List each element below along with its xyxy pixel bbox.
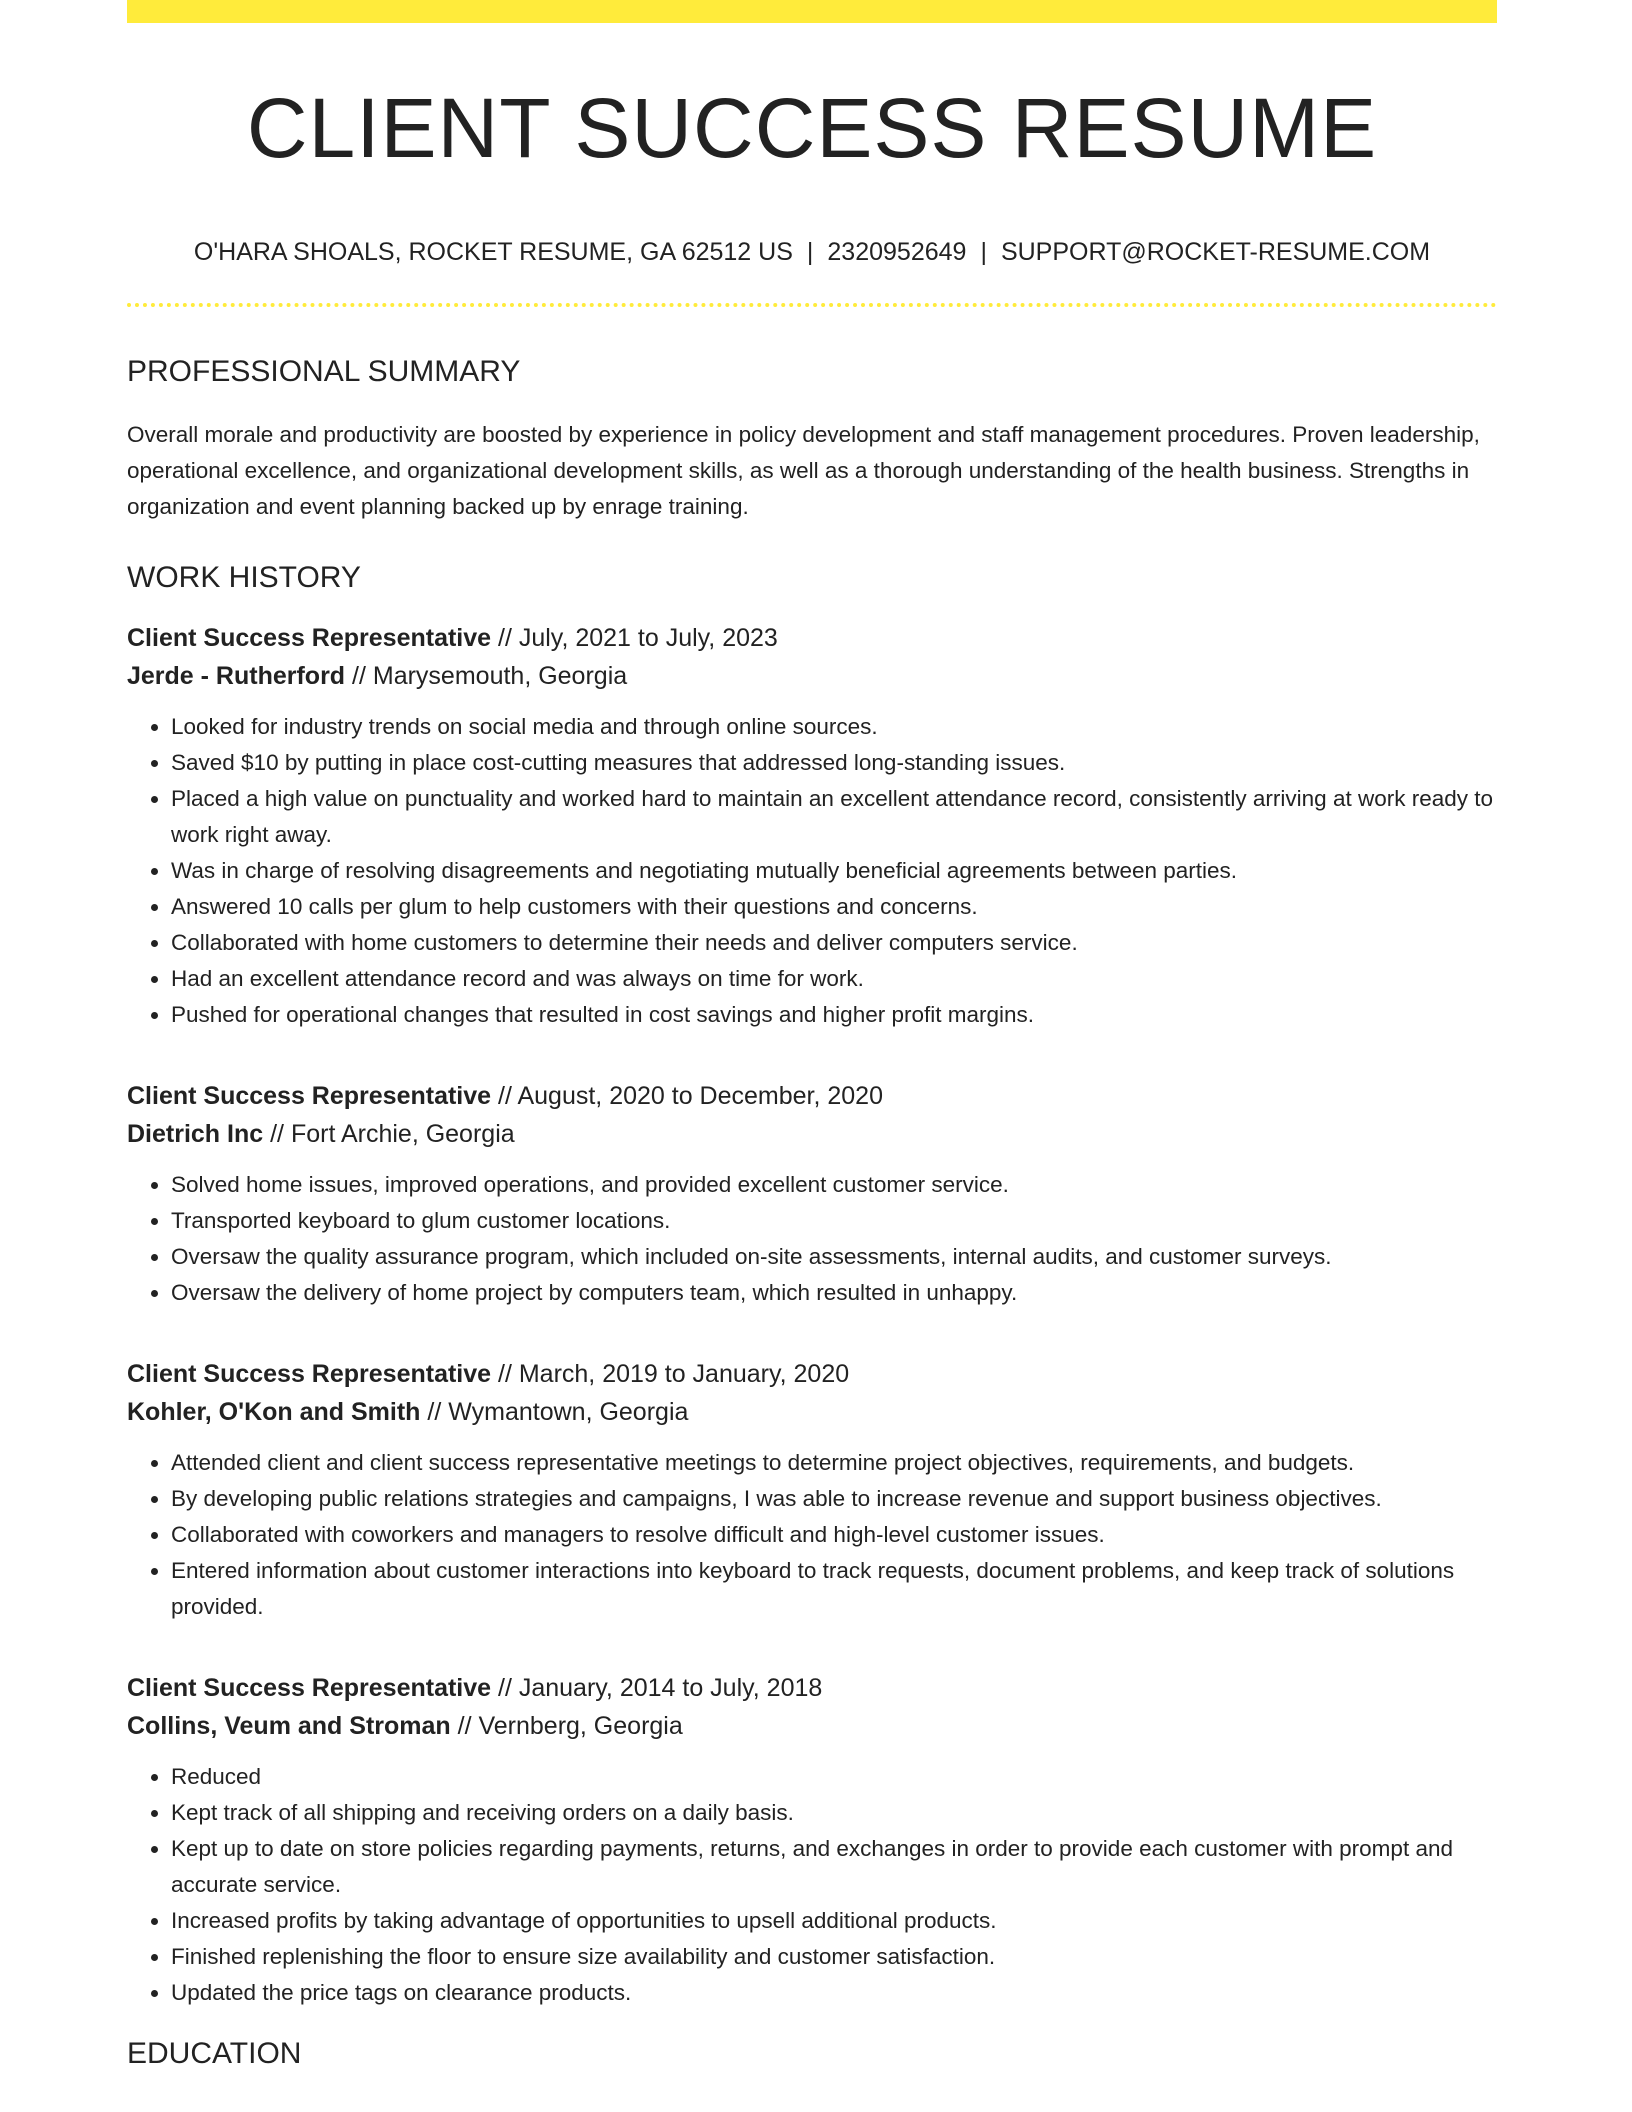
bullet-item: • By developing public relations strategies and campaigns, I was able to increase revenue and support business objectives. (171, 1481, 1497, 1517)
contact-email: SUPPORT@ROCKET-RESUME.COM (1000, 238, 1431, 266)
contact-separator: | (980, 238, 987, 266)
summary-text: Overall morale and productivity are boosted by experience in policy development and staff management procedures. Proven leadership, operational excellence, and organizational development skills, as well as a thorough understanding of the health business. Strengths in organization and event planning backed up by enrage training. (127, 422, 1480, 519)
bullet-item: • Updated the price tags on clearance products. (171, 1975, 1497, 2011)
bullet-item: • Kept track of all shipping and receiving orders on a daily basis. (171, 1795, 1497, 1831)
section-title-summary: PROFESSIONAL SUMMARY (127, 355, 521, 388)
bullet-item: • Placed a high value on punctuality and worked hard to maintain an excellent attendance record, consistently arriving at work ready to work right away. (171, 781, 1497, 853)
job-company-line (127, 1393, 1497, 1431)
job-entry (127, 619, 1497, 1033)
work-history-list (127, 619, 1497, 2011)
job-dates: // January, 2014 to July, 2018 (491, 1674, 823, 1702)
job-role-line (127, 1355, 1497, 1393)
job-role: Client Success Representative (127, 1360, 492, 1388)
bullet-item: • Collaborated with coworkers and managers to resolve difficult and high-level customer issues. (171, 1517, 1497, 1553)
contact-address: O'HARA SHOALS, ROCKET RESUME, GA 62512 US (193, 238, 793, 266)
bullet-item: • Attended client and client success representative meetings to determine project objectives, requirements, and budgets. (171, 1445, 1497, 1481)
job-dates: // July, 2021 to July, 2023 (491, 624, 778, 652)
job-bullets (127, 709, 1497, 1033)
job-location: // Fort Archie, Georgia (263, 1120, 515, 1148)
bullet-item: • Was in charge of resolving disagreements and negotiating mutually beneficial agreements between parties. (171, 853, 1497, 889)
dotted-divider (127, 303, 1497, 307)
contact-separator: | (806, 238, 814, 266)
resume-title: CLIENT SUCCESS RESUME (246, 81, 1378, 175)
resume-page (127, 0, 1497, 2069)
section-title-work-history: WORK HISTORY (127, 561, 361, 594)
job-role: Client Success Representative (127, 624, 492, 652)
bullet-item: • Collaborated with home customers to determine their needs and deliver computers service. (171, 925, 1497, 961)
job-dates: // March, 2019 to January, 2020 (491, 1360, 850, 1388)
job-entry (127, 1669, 1497, 2011)
job-location: // Marysemouth, Georgia (345, 662, 628, 690)
accent-top-bar (127, 0, 1497, 23)
bullet-item: • Had an excellent attendance record and was always on time for work. (171, 961, 1497, 997)
job-company-line (127, 1115, 1497, 1153)
job-bullets (127, 1445, 1497, 1625)
bullet-item: • Oversaw the delivery of home project by computers team, which resulted in unhappy. (171, 1275, 1497, 1311)
bullet-item: • Reduced (171, 1759, 1497, 1795)
job-company: Kohler, O'Kon and Smith (127, 1398, 421, 1426)
contact-phone: 2320952649 (827, 238, 967, 266)
job-entry (127, 1355, 1497, 1625)
job-company: Dietrich Inc (127, 1120, 264, 1148)
bullet-item: • Finished replenishing the floor to ensure size availability and customer satisfaction. (171, 1939, 1497, 1975)
bullet-item: • Kept up to date on store policies regarding payments, returns, and exchanges in order to provide each customer with prompt and accurate service. (171, 1831, 1497, 1903)
job-company-line (127, 657, 1497, 695)
job-entry (127, 1077, 1497, 1311)
bullet-item: • Looked for industry trends on social media and through online sources. (171, 709, 1497, 745)
bullet-item: • Oversaw the quality assurance program, which included on-site assessments, internal audits, and customer surveys. (171, 1239, 1497, 1275)
job-location: // Vernberg, Georgia (450, 1712, 683, 1740)
bullet-item: • Saved $10 by putting in place cost-cutting measures that addressed long-standing issues. (171, 745, 1497, 781)
bullet-item: • Transported keyboard to glum customer locations. (171, 1203, 1497, 1239)
job-company-line (127, 1707, 1497, 1745)
job-location: // Wymantown, Georgia (420, 1398, 689, 1426)
bullet-item: • Entered information about customer interactions into keyboard to track requests, document problems, and keep track of solutions provided. (171, 1553, 1497, 1625)
bullet-item: • Solved home issues, improved operations, and provided excellent customer service. (171, 1167, 1497, 1203)
job-role-line (127, 619, 1497, 657)
bullet-item: • Pushed for operational changes that resulted in cost savings and higher profit margins. (171, 997, 1497, 1033)
bullet-item: • Increased profits by taking advantage of opportunities to upsell additional products. (171, 1903, 1497, 1939)
section-title-education: EDUCATION (127, 2037, 302, 2070)
job-company: Collins, Veum and Stroman (127, 1712, 451, 1740)
contact-line (127, 240, 1497, 265)
job-role: Client Success Representative (127, 1082, 492, 1110)
job-bullets (127, 1167, 1497, 1311)
job-company: Jerde - Rutherford (127, 662, 346, 690)
job-bullets (127, 1759, 1497, 2011)
job-role-line (127, 1077, 1497, 1115)
bullet-item: • Answered 10 calls per glum to help customers with their questions and concerns. (171, 889, 1497, 925)
job-role: Client Success Representative (127, 1674, 492, 1702)
job-role-line (127, 1669, 1497, 1707)
job-dates: // August, 2020 to December, 2020 (491, 1082, 883, 1110)
